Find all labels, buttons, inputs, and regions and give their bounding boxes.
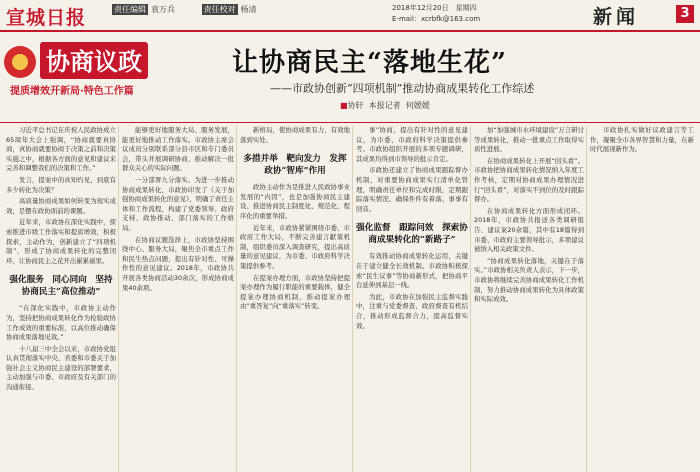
article-banner bbox=[0, 36, 700, 123]
paragraph: 一分部署九分落实。为进一步推动协商成果转化，市政协印发了《关于加强协商成果转化的意见》，明确了责任主体和工作流程，构建了党委领导、政府支持、政协推动、部门落实的工作格局。 bbox=[122, 175, 234, 232]
editor-label: 责任编辑 bbox=[114, 5, 146, 14]
section-subhead: 强化服务 同心同向 坚持协商民主“高位推动” bbox=[9, 275, 113, 298]
paragraph: 在协商议题选择上，市政协坚持围绕中心、服务大局，聚焦全市重点工作和民生热点问题，提出有针对性、可操作性的意见建议。2018年，市政协共开展各类协商活动30余次，形成协商成果40余项。 bbox=[122, 235, 234, 292]
paragraph: 有效推动协商成果转化运用，关键在于建立健全长效机制。市政协积极探索“民生议事”等协商新形式，把协商平台延伸到基层一线。 bbox=[356, 252, 468, 290]
column-title: 协商议政 bbox=[40, 42, 148, 79]
editor-info bbox=[112, 4, 281, 15]
paragraph: 能够更好地服务大局、服务发展，能更好地推动工作落实。市政协主席会议成员分别联系部分县市区和专门委员会，带头开展调研协商，推动解决一批群众关心的实际问题。 bbox=[122, 126, 234, 173]
column-divider bbox=[236, 126, 237, 472]
paragraph: 习近平总书记在庆祝人民政协成立65周年大会上强调，“协商就要真协商，真协商就要协商于决策之前和决策实施之中，根据各方面的意见和建议来完善和调整我们的决策和工作。” bbox=[6, 126, 116, 173]
paragraph: 为此，市政协在加强民主监督实践中，注重与党委督查、政府督查有机结合，推动形成监督合力，提高监督实效。 bbox=[356, 292, 468, 330]
paragraph: 高质量协商成果如何转变为现实成效，是摆在政协面前的课题。 bbox=[6, 197, 116, 215]
column-badge bbox=[4, 40, 180, 102]
paragraph: 市政协扎实做好议政建言等工作，凝聚全市各界智慧和力量，在新时代展现新作为。 bbox=[590, 126, 694, 154]
paragraph: 近年来，市政协在深化实践中，探索推进市级工作落实和提质增效，积极探索，主动作为，创新建立了“四项机制”，形成了协商成果转化的完整闭环，让协商民主之花开出累累硕果。 bbox=[6, 218, 116, 265]
byline-role: 本报记者 bbox=[368, 101, 401, 110]
text-column-6 bbox=[590, 126, 694, 472]
column-divider bbox=[352, 126, 353, 472]
masthead bbox=[0, 0, 700, 32]
text-column-5 bbox=[474, 126, 584, 472]
paragraph: 在协商成果转化上开展“回头看”。市政协把协商成果转化情况纳入年度工作考核，定期对协商成果办理情况进行“回头看”，对落实不到位的及时跟踪督办。 bbox=[474, 156, 584, 204]
column-tagline: 提质增效开新局·特色工作篇 bbox=[10, 86, 134, 97]
section-subhead: 多措并举 靶向发力 发挥政协“智库”作用 bbox=[243, 154, 347, 177]
column-divider bbox=[470, 126, 471, 472]
paragraph: “在深化实践中，市政协主动作为，坚持把协商成果转化作为检验政协工作成效的重要标准，以高位推动确保协商成果落地见效。” bbox=[6, 304, 116, 342]
byline: ■协轩 本报记者 何媛媛 bbox=[340, 101, 430, 110]
section-subhead: 强化监督 跟踪问效 探索协商成果转化的“新路子” bbox=[356, 223, 468, 246]
cppcc-emblem-icon bbox=[4, 46, 36, 78]
proof-label: 责任校对 bbox=[203, 5, 236, 14]
paragraph: 市政协还建立了协商成果跟踪督办机制，对重要协商成果实行清单化管理，明确责任单位和完成时限，定期跟踪落实情况，确保件件有着落、事事有回音。 bbox=[356, 166, 468, 213]
paragraph: 事”协商，提出有针对性的意见建议，为市委、市政府科学决策提供参考。市政协组织开展的多项专题调研，其成果均得到市领导的批示肯定。 bbox=[356, 126, 468, 163]
issue-date: 2018年12月20日 星期四 bbox=[392, 4, 477, 12]
column-divider bbox=[118, 126, 119, 472]
proof-name: 杨清 bbox=[240, 5, 257, 14]
byline-author-2: 何媛媛 bbox=[405, 101, 430, 110]
paragraph: 新格局，使协商成果有力，有效地落到实处。 bbox=[240, 126, 350, 144]
editor-name: 袁万兵 bbox=[151, 5, 175, 14]
newspaper-logo: 宣城日报 bbox=[6, 7, 87, 29]
paragraph: 近年来，市政协紧紧围绕市委、市政府工作大局，不断完善建言献策机制，组织委员深入调查研究，提出高质量的意见建议，为市委、市政府科学决策提供参考。 bbox=[240, 223, 350, 270]
article-headline: 让协商民主“落地生花” bbox=[232, 48, 507, 78]
text-column-4 bbox=[356, 126, 468, 472]
paragraph: 在提案办理方面，市政协坚持把提案办理作为履行职能的重要载体，健全提案办理协商机制，推动提案办理由“重答复”向“重落实”转变。 bbox=[240, 273, 350, 311]
article-body bbox=[0, 126, 700, 472]
contact-email: E-mail：xcrbfk@163.com bbox=[392, 15, 481, 23]
paragraph: 政协主动作为是推进人民政协事业发展的“内因”，也是加强协商民主建设、推进协商民主制度化、规范化、程序化的重要举措。 bbox=[240, 183, 350, 220]
text-column-3 bbox=[240, 126, 350, 472]
paragraph: “协商成果转化落地，关键在于落实。”市政协相关负责人表示，下一步，市政协将继续完善协商成果转化工作机制，努力推动协商成果转化为具体政策和实际成效。 bbox=[474, 256, 584, 304]
article-subheadline: ——市政协创新“四项机制”推动协商成果转化工作综述 bbox=[270, 82, 535, 95]
paragraph: 加“加强城市水环境建设”万言研讨等成果转化，推动一批重点工作取得实质性进展。 bbox=[474, 126, 584, 154]
paragraph: 发言，提案中的真知灼见，到底有多少转化为决策？ bbox=[6, 175, 116, 194]
page-number-badge: 3 bbox=[676, 5, 694, 23]
text-column-2 bbox=[122, 126, 234, 472]
byline-author-1: 协轩 bbox=[347, 101, 364, 110]
text-column-1 bbox=[6, 126, 116, 472]
section-title: 新闻 bbox=[593, 6, 640, 28]
date-block bbox=[392, 3, 480, 25]
paragraph: 在协商成果转化方面形成闭环。2018年，市政协共报送各类调研报告、建议案20余篇，其中有18篇得到市委、市政府主要领导批示，多项建议被纳入相关政策文件。 bbox=[474, 206, 584, 254]
column-divider bbox=[586, 126, 587, 472]
paragraph: 十八届三中全会以来，市政协党组认真贯彻落实中央、省委和市委关于加强社会主义协商民主建设的部署要求，主动加强与市委、市政府及有关部门的沟通衔接。 bbox=[6, 344, 116, 392]
